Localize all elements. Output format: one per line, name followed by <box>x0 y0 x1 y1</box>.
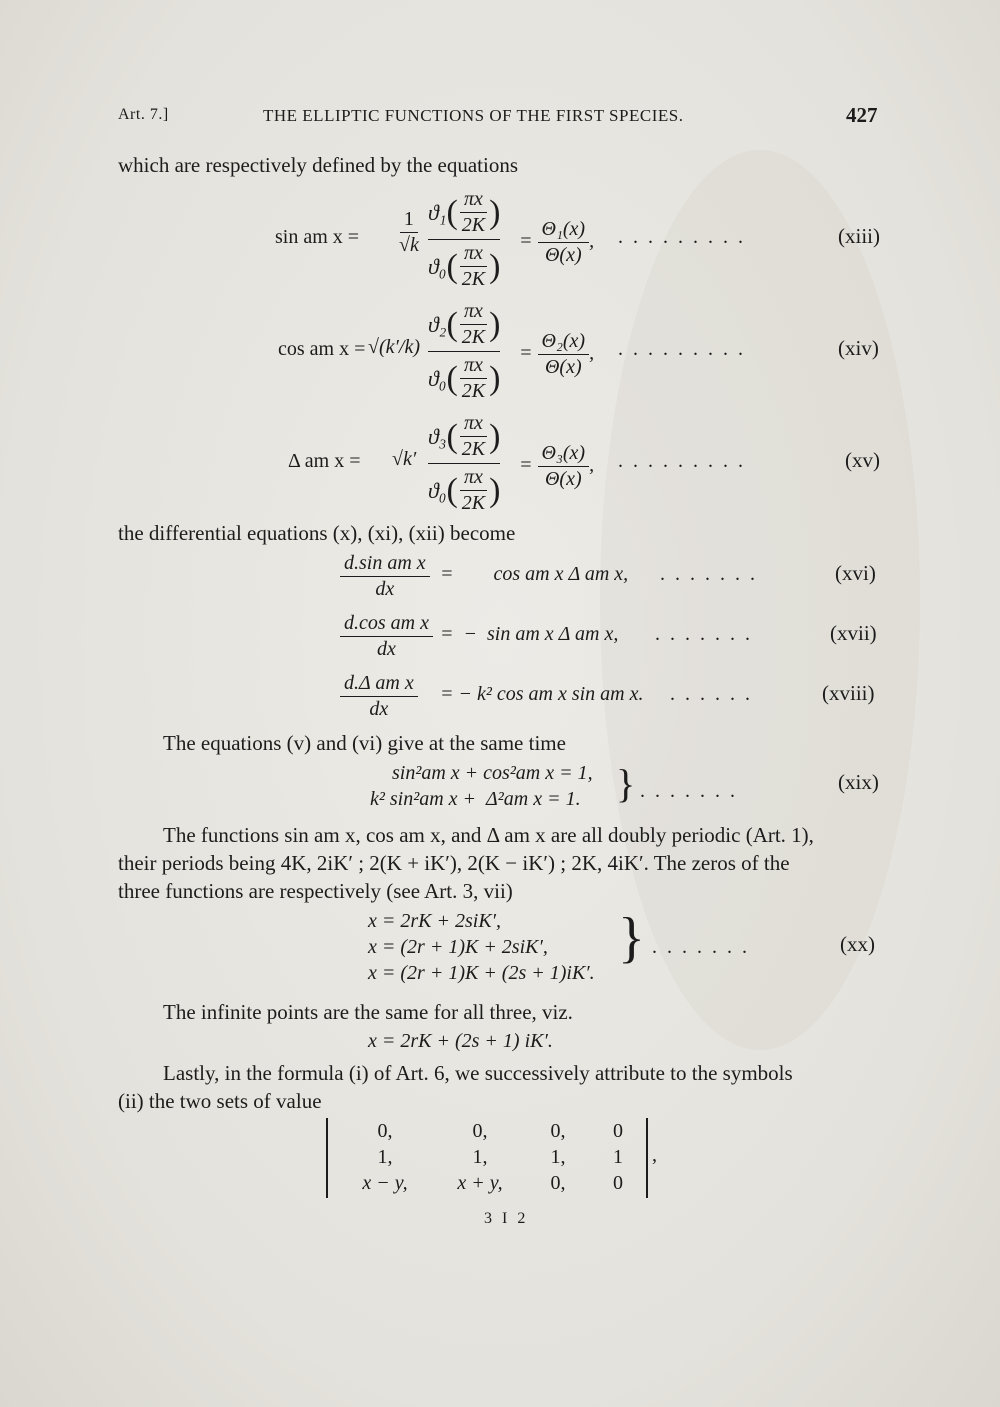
eq15-lhs: Δ am x = <box>288 450 361 472</box>
eq14-rhs: = $\frac{\text{Θ₂(x)}}{\Theta(x)}$ , <box>519 330 595 378</box>
eq13-coefficient: $\frac{1}{√k}$ <box>399 208 419 256</box>
eq18-leader: ...... <box>670 683 760 705</box>
eq13-rhs: = $\frac{\text{Θ₁(x)}}{\Theta(x)}$ , <box>519 218 595 266</box>
matrix-cell: 1, <box>472 1146 488 1168</box>
eq20-brace: } <box>618 907 645 969</box>
eq16-rhs: = cos am x Δ am x, <box>440 563 629 585</box>
signature-mark: 3 I 2 <box>484 1210 529 1227</box>
intro-text: which are respectively defined by the equations <box>118 153 519 177</box>
paragraph-line-1: The functions sin am x, cos am x, and Δ am x are all doubly periodic (Art. 1), <box>163 823 814 847</box>
matrix-cell: 0, <box>377 1120 393 1142</box>
diff-intro: the differential equations (x), (xi), (xii) become <box>118 521 516 545</box>
eq17-rhs: = − sin am x Δ am x, <box>440 623 619 645</box>
eq19-line1: sin²am x + cos²am x = 1, <box>392 762 593 784</box>
eq14-coefficient: √(k′/k) <box>368 336 420 358</box>
matrix-cell: x + y, <box>457 1172 503 1194</box>
infinite-points-text: The infinite points are the same for all three, viz. <box>163 1000 573 1024</box>
infinite-points-eq: x = 2rK + (2s + 1) iK′. <box>368 1030 553 1052</box>
eq13-theta-fraction: ϑ₁ ( $\frac{\pi x}{2K}$ ) ϑ₀ ( $\frac{\pi x}{2K}$ ) <box>428 188 501 290</box>
eq20-line3: x = (2r + 1)K + (2s + 1)iK′. <box>368 962 595 984</box>
eq17-leader: ....... <box>655 623 760 645</box>
header-article: Art. 7.] <box>118 106 169 123</box>
eq17-label: (xvii) <box>830 621 877 645</box>
eq15-label: (xv) <box>845 448 880 472</box>
paragraph-line-3: three functions are respectively (see Art. 3, vii) <box>118 879 513 903</box>
eq18-rhs: = − k² cos am x sin am x. <box>440 683 644 705</box>
matrix-trailing-comma: , <box>652 1144 657 1166</box>
eq20-line2: x = (2r + 1)K + 2siK′, <box>368 936 548 958</box>
matrix-cell: 1, <box>377 1146 393 1168</box>
eq17-fraction: $\frac{\text{d.cos am x}}{dx}$ <box>340 612 433 661</box>
eq19-brace: } <box>616 761 636 806</box>
eq13-leader: ......... <box>618 226 753 248</box>
eq14-lhs: cos am x = <box>278 338 366 360</box>
eq15-leader: ......... <box>618 450 753 472</box>
eq20-line1: x = 2rK + 2siK′, <box>368 910 502 932</box>
eq13-label: (xiii) <box>838 224 880 248</box>
matrix-left-bar <box>326 1118 328 1198</box>
matrix-cell: 0, <box>550 1172 566 1194</box>
eq15-coefficient: √k′ <box>392 448 417 470</box>
lastly-line-2: (ii) the two sets of value <box>118 1089 322 1113</box>
matrix-cell: 1, <box>550 1146 566 1168</box>
eq16-label: (xvi) <box>835 561 876 585</box>
bleed-through-shading <box>600 150 920 1050</box>
eq16-leader: ....... <box>660 563 765 585</box>
eq20-leader: ....... <box>652 936 757 958</box>
eq14-leader: ......... <box>618 338 753 360</box>
running-title: THE ELLIPTIC FUNCTIONS OF THE FIRST SPECIES. <box>263 106 684 125</box>
lastly-line-1: Lastly, in the formula (i) of Art. 6, we successively attribute to the symbols <box>163 1061 793 1085</box>
eq14-label: (xiv) <box>838 336 879 360</box>
paragraph-line-2: their periods being 4K, 2iK′ ; 2(K + iK′), 2(K − iK′) ; 2K, 4iK′. The zeros of the <box>118 851 790 875</box>
eq19-label: (xix) <box>838 770 879 794</box>
matrix-cell: 0, <box>550 1120 566 1142</box>
matrix-cell: 1 <box>613 1146 623 1168</box>
eq15-theta-fraction: ϑ₃ ( $\frac{\pi x}{2K}$ ) ϑ₀ ( $\frac{\pi x}{2K}$ ) <box>428 412 501 514</box>
matrix-cell: 0, <box>472 1120 488 1142</box>
eq20-label: (xx) <box>840 932 875 956</box>
eq19-line2: k² sin²am x + Δ²am x = 1. <box>370 788 581 810</box>
eq18-label: (xviii) <box>822 681 875 705</box>
eq13-lhs: sin am x = <box>275 226 360 248</box>
eq16-fraction: $\frac{\text{d.sin am x}}{dx}$ <box>340 552 430 601</box>
matrix-cell: 0 <box>613 1120 623 1142</box>
eq19-intro: The equations (v) and (vi) give at the same time <box>163 731 566 755</box>
page-number: 427 <box>846 103 878 127</box>
matrix-cell: x − y, <box>362 1172 408 1194</box>
eq18-fraction: $\frac{\text{d.Δ am x}}{dx}$ <box>340 672 418 721</box>
eq14-theta-fraction: ϑ₂ ( $\frac{\pi x}{2K}$ ) ϑ₀ ( $\frac{\pi x}{2K}$ ) <box>428 300 501 402</box>
eq15-rhs: = $\frac{\text{Θ₃(x)}}{\Theta(x)}$ , <box>519 442 595 490</box>
eq19-leader: ....... <box>640 780 745 802</box>
matrix-cell: 0 <box>613 1172 623 1194</box>
